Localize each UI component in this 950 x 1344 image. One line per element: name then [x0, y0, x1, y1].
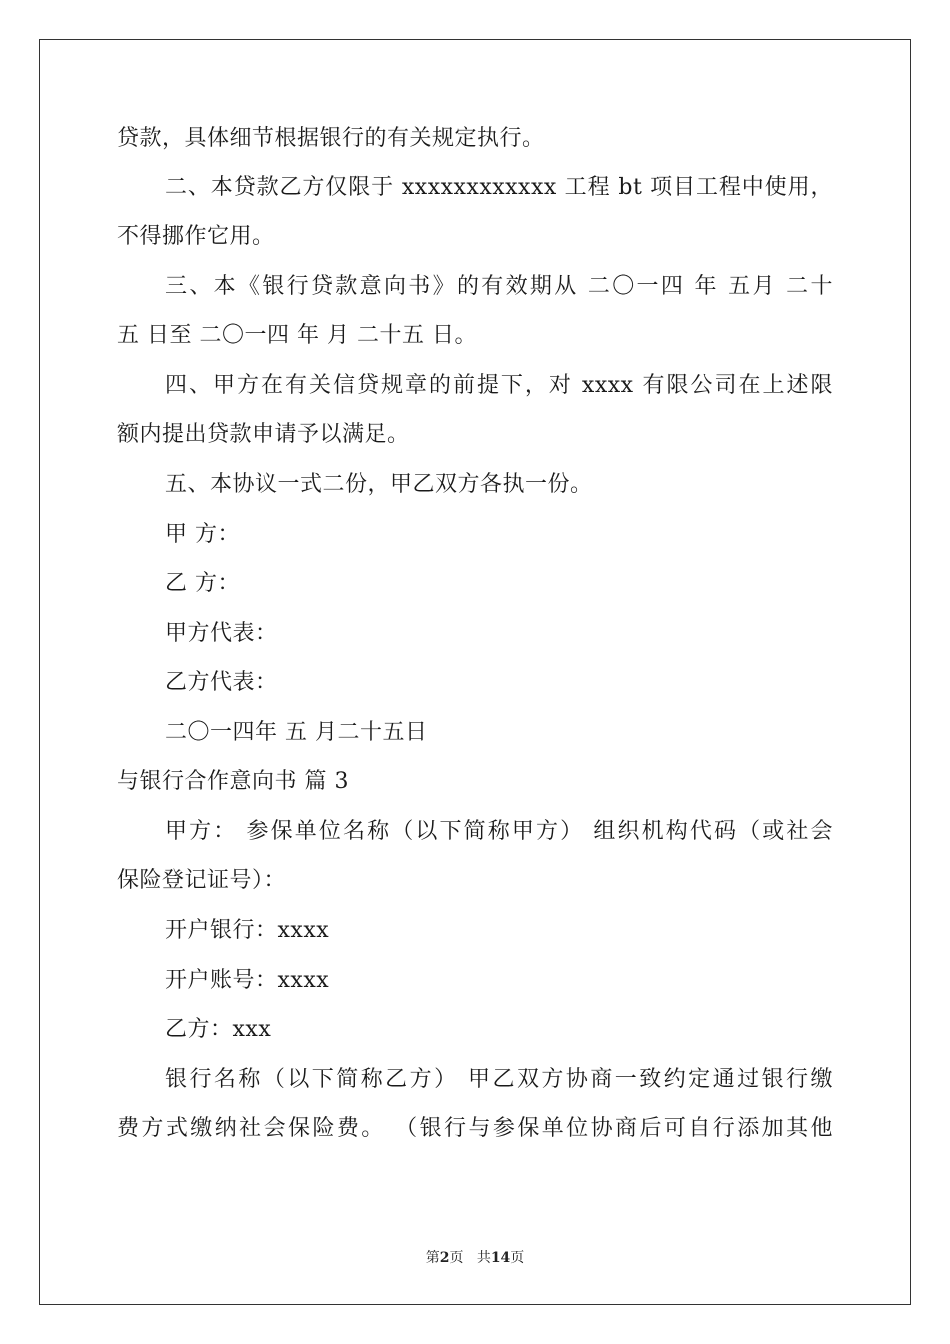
text-line: 四、甲方在有关信贷规章的前提下，对 xxxx 有限公司在上述限 [165, 373, 833, 398]
party-a-label: 甲 方： [165, 522, 240, 547]
party-a-rep-label: 甲方代表： [165, 621, 278, 646]
text-line: 甲方： 参保单位名称（以下简称甲方） 组织机构代码（或社会 [165, 819, 833, 844]
text-line: 五、本协议一式二份，甲乙双方各执一份。 [165, 472, 593, 497]
page-prefix: 第 [425, 1250, 440, 1266]
page-footer [0, 1248, 950, 1268]
party-b-field: 乙方：xxx [165, 1017, 272, 1042]
text-line: 不得挪作它用。 [117, 224, 275, 249]
text-line: 五 日至 二〇一四 年 月 二十五 日。 [117, 323, 477, 348]
text-line: 保险登记证号）： [117, 868, 287, 893]
signing-date: 二〇一四年 五 月二十五日 [165, 720, 428, 745]
total-suffix: 页 [510, 1250, 525, 1266]
text-line: 费方式缴纳社会保险费。 （银行与参保单位协商后可自行添加其他 [117, 1116, 833, 1141]
page-suffix: 页 [449, 1250, 464, 1266]
account-number-field: 开户账号：xxxx [165, 968, 330, 993]
text-line: 三、本《银行贷款意向书》的有效期从 二〇一四 年 五月 二十 [165, 274, 833, 299]
party-b-label: 乙 方： [165, 571, 240, 596]
party-b-rep-label: 乙方代表： [165, 670, 278, 695]
text-line: 贷款，具体细节根据银行的有关规定执行。 [117, 126, 545, 151]
text-line: 额内提出贷款申请予以满足。 [117, 422, 410, 447]
section-title: 与银行合作意向书 篇 3 [117, 769, 349, 794]
page-number: 2 [439, 1250, 450, 1266]
bank-name-field: 开户银行：xxxx [165, 918, 330, 943]
text-line: 二、本贷款乙方仅限于 xxxxxxxxxxxx 工程 bt 项目工程中使用， [165, 175, 833, 200]
total-pages: 14 [490, 1250, 511, 1266]
total-prefix: 共 [476, 1250, 491, 1266]
text-line: 银行名称（以下简称乙方） 甲乙双方协商一致约定通过银行缴 [165, 1067, 833, 1092]
